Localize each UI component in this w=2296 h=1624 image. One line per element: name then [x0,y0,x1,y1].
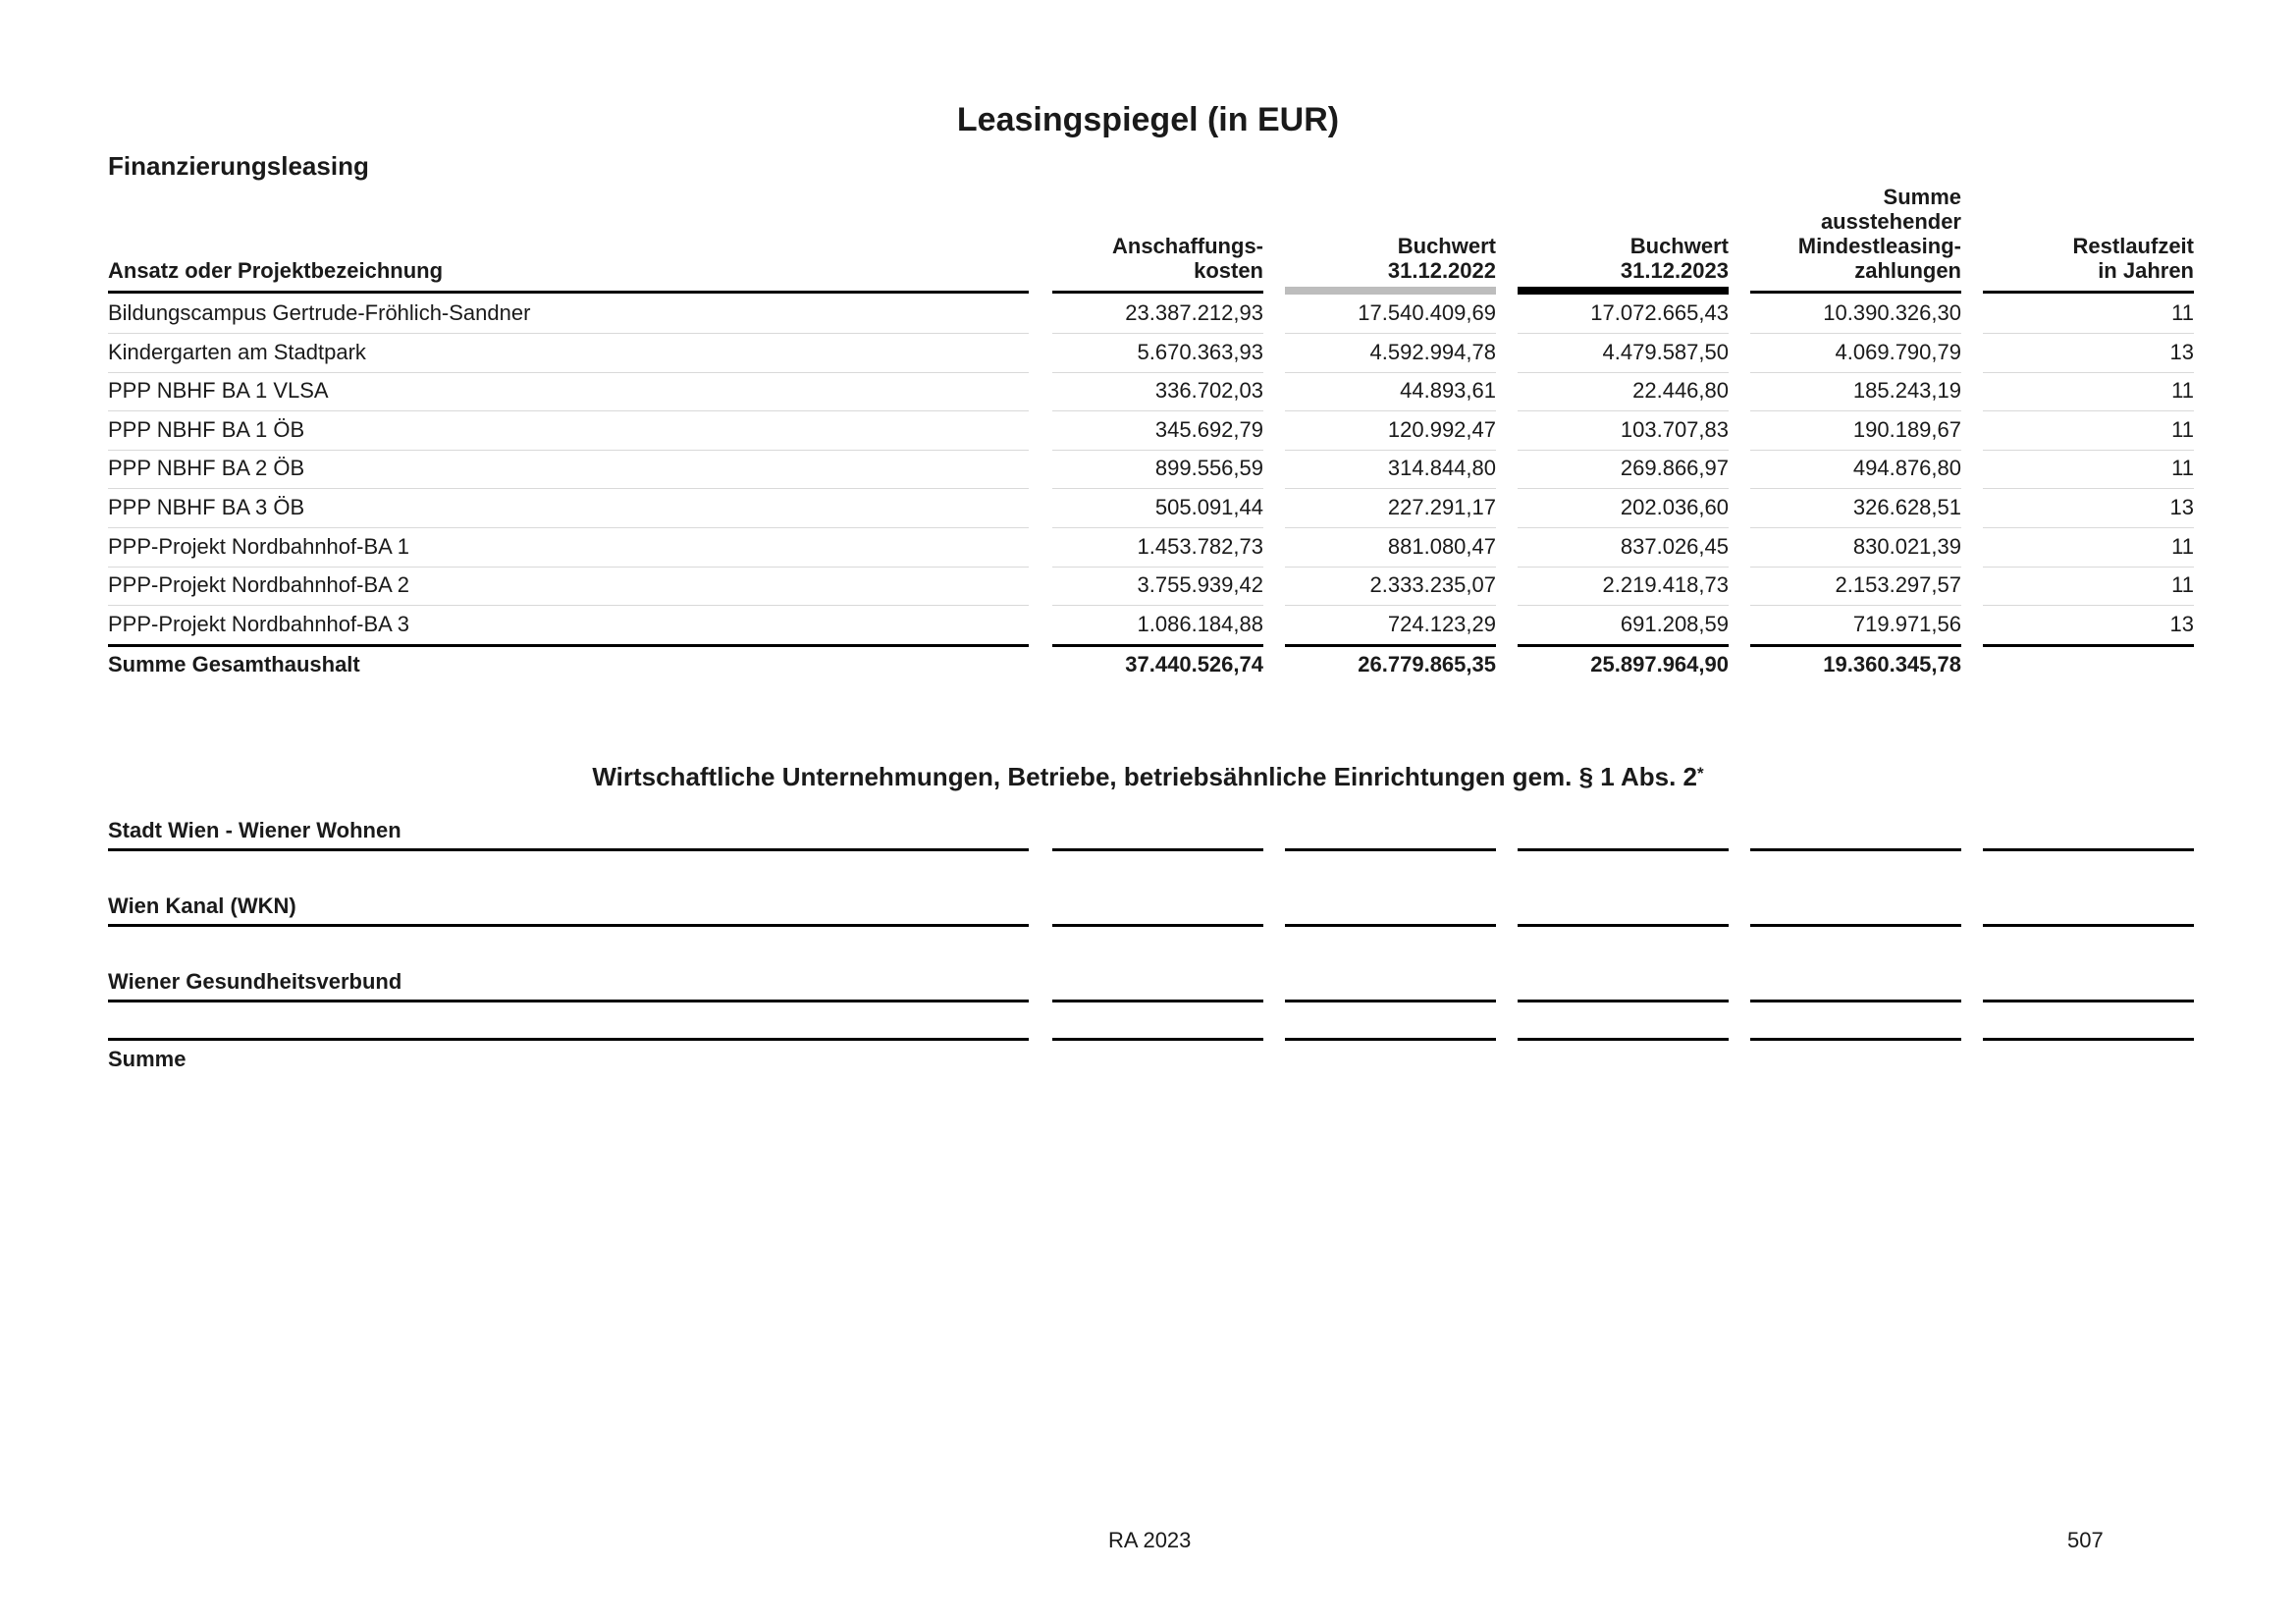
section-heading-finanzierungsleasing: Finanzierungsleasing [108,151,369,181]
cell-book-value-2023: 22.446,80 [1632,378,1729,403]
cell-acquisition-costs: 23.387.212,93 [1125,300,1263,325]
row-separator [1052,527,1263,528]
row-name: PPP NBHF BA 1 VLSA [108,378,329,403]
row-name: PPP-Projekt Nordbahnhof-BA 1 [108,534,409,559]
row-name: Bildungscampus Gertrude-Fröhlich-Sandner [108,300,531,325]
row-name: PPP-Projekt Nordbahnhof-BA 2 [108,572,409,597]
row-separator [1052,333,1263,334]
cell-minimum-lease-payments: 2.153.297,57 [1835,572,1961,597]
sum-rule [1983,1038,2194,1041]
row-separator [1052,372,1263,373]
cell-book-value-2023: 2.219.418,73 [1602,572,1729,597]
total-rule [1750,644,1961,647]
cell-remaining-term: 11 [2171,417,2194,442]
cell-minimum-lease-payments: 494.876,80 [1852,456,1961,480]
total-minimum-lease-payments: 19.360.345,78 [1823,652,1961,677]
cell-acquisition-costs: 5.670.363,93 [1137,340,1263,364]
total-rule [108,644,1029,647]
row-separator [1750,450,1961,451]
cell-acquisition-costs: 1.453.782,73 [1137,534,1263,559]
cell-acquisition-costs: 336.702,03 [1154,378,1263,403]
row-separator [1750,333,1961,334]
total-acquisition-costs: 37.440.526,74 [1125,652,1263,677]
cell-remaining-term: 13 [2169,495,2194,519]
cell-minimum-lease-payments: 830.021,39 [1852,534,1961,559]
enterprise-rule [1750,848,1961,851]
row-separator [108,605,1029,606]
row-separator [1518,450,1729,451]
row-separator [1983,410,2194,411]
cell-remaining-term: 13 [2169,612,2194,636]
enterprise-rule [1983,848,2194,851]
sum-rule [1750,1038,1961,1041]
row-separator [1052,567,1263,568]
enterprise-rule [1285,1000,1496,1002]
header-rule [108,291,1029,294]
total-label: Summe Gesamthaushalt [108,652,360,677]
enterprise-label: Stadt Wien - Wiener Wohnen [108,818,401,842]
row-separator [1750,488,1961,489]
row-separator [108,488,1029,489]
cell-book-value-2023: 691.208,59 [1620,612,1729,636]
total-rule [1052,644,1263,647]
header-rule [1750,291,1961,294]
enterprise-rule [1052,1000,1263,1002]
row-separator [108,410,1029,411]
header-rule [1983,291,2194,294]
row-separator [1983,450,2194,451]
cell-book-value-2023: 4.479.587,50 [1602,340,1729,364]
row-separator [108,333,1029,334]
row-separator [1750,527,1961,528]
footnote-marker: * [1697,764,1704,783]
enterprise-rule [1750,1000,1961,1002]
row-separator [1983,488,2194,489]
cell-book-value-2022: 4.592.994,78 [1369,340,1496,364]
cell-minimum-lease-payments: 185.243,19 [1852,378,1961,403]
row-name: PPP NBHF BA 3 ÖB [108,495,305,519]
cell-book-value-2023: 17.072.665,43 [1590,300,1729,325]
row-separator [1750,410,1961,411]
sum-rule [1518,1038,1729,1041]
row-separator [1983,605,2194,606]
row-separator [1285,605,1496,606]
cell-remaining-term: 11 [2171,456,2194,480]
header-book-value-2022: Buchwert 31.12.2022 [1387,234,1496,283]
cell-book-value-2023: 269.866,97 [1620,456,1729,480]
enterprise-rule [1983,924,2194,927]
page-number: 507 [2067,1528,2104,1552]
sum-rule [108,1038,1029,1041]
total-rule [1518,644,1729,647]
cell-book-value-2022: 227.291,17 [1387,495,1496,519]
row-separator [1518,488,1729,489]
cell-minimum-lease-payments: 10.390.326,30 [1823,300,1961,325]
total-book-value-2023: 25.897.964,90 [1590,652,1729,677]
row-name: Kindergarten am Stadtpark [108,340,366,364]
row-separator [1750,372,1961,373]
cell-minimum-lease-payments: 326.628,51 [1852,495,1961,519]
row-separator [1518,567,1729,568]
cell-remaining-term: 11 [2171,534,2194,559]
cell-acquisition-costs: 3.755.939,42 [1137,572,1263,597]
cell-remaining-term: 13 [2169,340,2194,364]
cell-acquisition-costs: 505.091,44 [1154,495,1263,519]
cell-minimum-lease-payments: 190.189,67 [1852,417,1961,442]
cell-book-value-2022: 17.540.409,69 [1358,300,1496,325]
enterprise-rule [108,848,1029,851]
enterprise-rule [1285,924,1496,927]
row-separator [1052,488,1263,489]
enterprise-rule [1983,1000,2194,1002]
enterprise-rule [1518,1000,1729,1002]
row-name: PPP-Projekt Nordbahnhof-BA 3 [108,612,409,636]
row-separator [1285,333,1496,334]
header-minimum-lease-payments: Summe ausstehender Mindestleasing- zahlungen [1797,185,1961,283]
footer-report-label: RA 2023 [1108,1528,1192,1552]
row-separator [108,372,1029,373]
cell-remaining-term: 11 [2171,378,2194,403]
row-separator [1518,605,1729,606]
row-separator [108,527,1029,528]
row-separator [1518,410,1729,411]
row-separator [1983,527,2194,528]
row-separator [1518,372,1729,373]
total-rule [1983,644,2194,647]
row-separator [1983,372,2194,373]
row-separator [1052,450,1263,451]
row-separator [1052,605,1263,606]
enterprise-label: Wien Kanal (WKN) [108,893,296,918]
row-separator [1983,333,2194,334]
cell-acquisition-costs: 1.086.184,88 [1137,612,1263,636]
sum-rule [1052,1038,1263,1041]
total-book-value-2022: 26.779.865,35 [1358,652,1496,677]
row-separator [1285,527,1496,528]
row-separator [1285,450,1496,451]
cell-book-value-2022: 724.123,29 [1387,612,1496,636]
row-separator [1750,605,1961,606]
cell-book-value-2023: 837.026,45 [1620,534,1729,559]
enterprise-rule [1750,924,1961,927]
row-separator [1518,333,1729,334]
enterprise-rule [1052,924,1263,927]
cell-book-value-2023: 202.036,60 [1620,495,1729,519]
header-remaining-term: Restlaufzeit in Jahren [2072,234,2194,283]
row-separator [1285,372,1496,373]
row-separator [108,567,1029,568]
enterprise-rule [1052,848,1263,851]
cell-book-value-2022: 44.893,61 [1400,378,1496,403]
row-separator [1285,488,1496,489]
row-name: PPP NBHF BA 2 ÖB [108,456,305,480]
enterprise-sum-label: Summe [108,1047,187,1071]
cell-book-value-2022: 881.080,47 [1387,534,1496,559]
row-separator [1285,567,1496,568]
enterprise-rule [108,1000,1029,1002]
cell-remaining-term: 11 [2171,572,2194,597]
enterprise-rule [1285,848,1496,851]
row-name: PPP NBHF BA 1 ÖB [108,417,305,442]
cell-remaining-term: 11 [2171,300,2194,325]
enterprise-rule [1518,848,1729,851]
header-rule [1052,291,1263,294]
row-separator [1750,567,1961,568]
sum-rule [1285,1038,1496,1041]
cell-minimum-lease-payments: 719.971,56 [1852,612,1961,636]
cell-acquisition-costs: 899.556,59 [1154,456,1263,480]
enterprise-rule [108,924,1029,927]
header-book-value-2023: Buchwert 31.12.2023 [1620,234,1729,283]
cell-book-value-2022: 120.992,47 [1387,417,1496,442]
row-separator [1983,567,2194,568]
enterprise-label: Wiener Gesundheitsverbund [108,969,402,994]
header-acquisition-costs: Anschaffungs- kosten [1112,234,1263,283]
cell-acquisition-costs: 345.692,79 [1154,417,1263,442]
cell-minimum-lease-payments: 4.069.790,79 [1835,340,1961,364]
header-rule-2022-highlight [1285,287,1496,295]
cell-book-value-2022: 314.844,80 [1387,456,1496,480]
header-name: Ansatz oder Projektbezeichnung [108,258,444,283]
page-title: Leasingspiegel (in EUR) [956,101,1340,138]
row-separator [1052,410,1263,411]
cell-book-value-2022: 2.333.235,07 [1369,572,1496,597]
header-rule-2023-highlight [1518,287,1729,295]
cell-book-value-2023: 103.707,83 [1620,417,1729,442]
row-separator [108,450,1029,451]
row-separator [1518,527,1729,528]
enterprise-rule [1518,924,1729,927]
total-rule [1285,644,1496,647]
section-heading-enterprises: Wirtschaftliche Unternehmungen, Betriebe, betriebsähnliche Einrichtungen gem. § 1 Abs. 2* [592,762,1704,791]
row-separator [1285,410,1496,411]
